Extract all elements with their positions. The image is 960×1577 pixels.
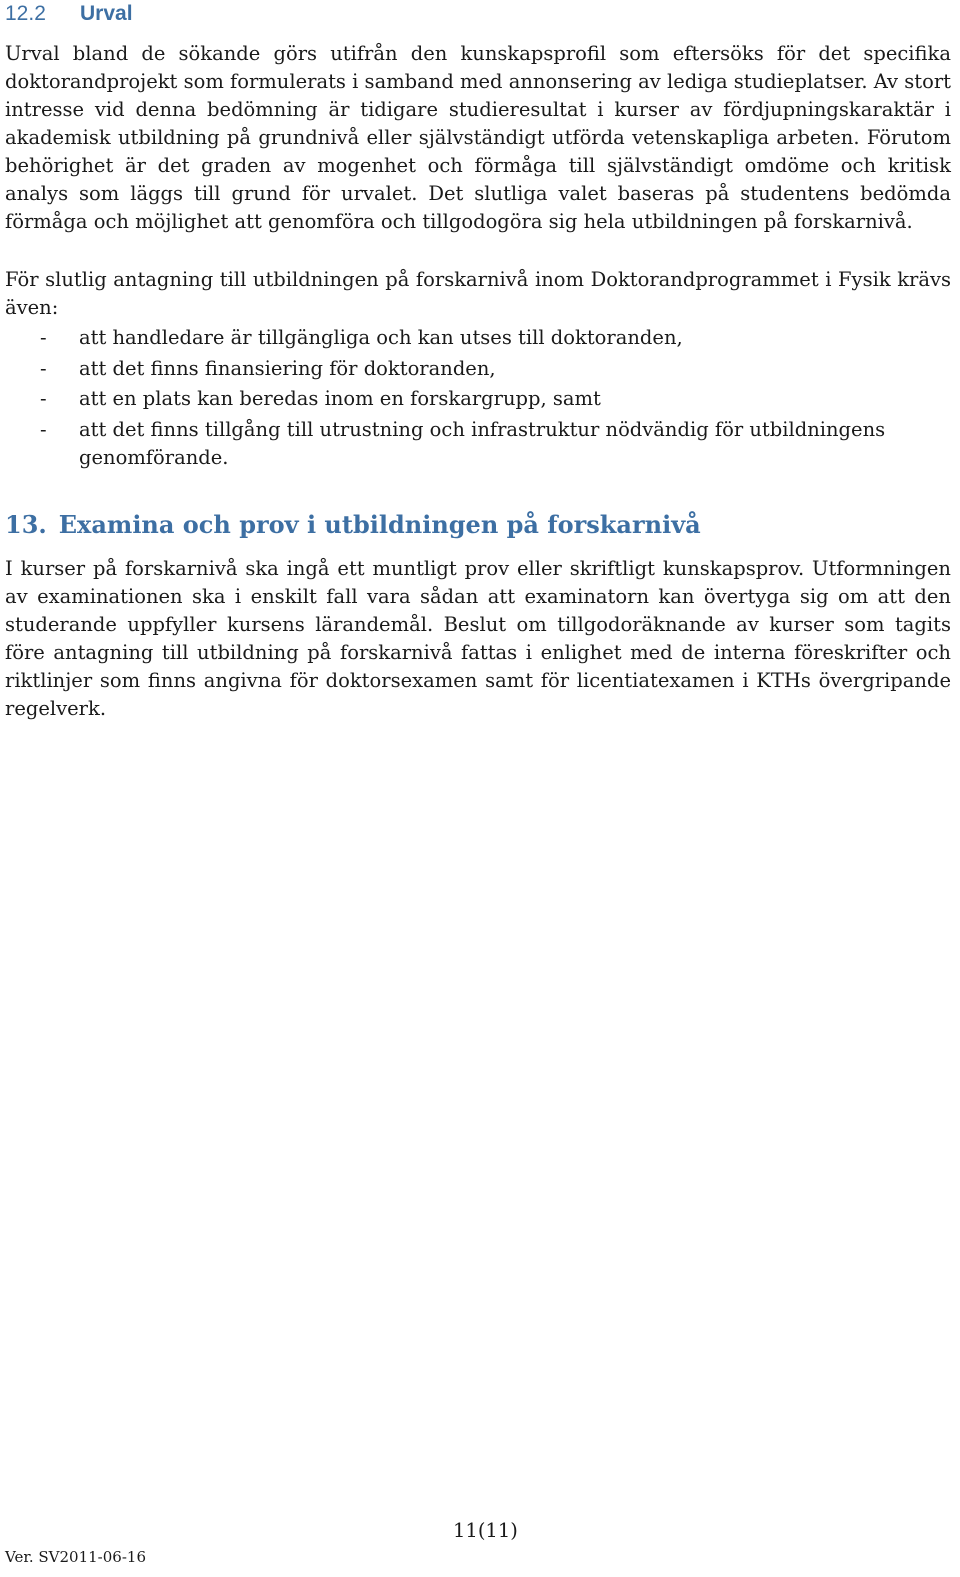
section-heading-12-2 [5, 2, 133, 26]
paragraph-admission: För slutlig antagning till utbildningen på forskarnivå inom Doktorandprogrammet i Fysik krävs även: [5, 268, 951, 319]
list-item [5, 355, 951, 383]
list-item-text: att handledare är tillgängliga och kan utses till doktoranden, [79, 326, 683, 349]
list-item [5, 385, 951, 413]
list-marker: - [40, 417, 47, 441]
list-marker: - [40, 387, 47, 410]
list-item-text: att det finns tillgång till utrustning och infrastruktur nödvändig för utbildningens genomförande. [79, 417, 886, 469]
paragraph-examination: I kurser på forskarnivå ska ingå ett muntligt prov eller skriftligt kunskapsprov. Utformningen av examinationen ska i enskilt fall vara sådan att examinatorn kan övertyga sig om att den studerande uppfyller kursens lärandemål. Beslut om tillgodoräknande av kurser som tagits före antagning till utbildning på forskarnivå fattas i enlighet med de interna föreskrifter och riktlinjer som finns angivna för doktorsexamen samt för licentiatexamen i KTHs övergripande regelverk. [5, 557, 951, 720]
section-number: 13. [5, 510, 47, 539]
list-marker: - [40, 356, 47, 380]
list-item-text: att det finns finansiering för doktoranden, [79, 356, 496, 380]
page-number: 11(11) [453, 1519, 518, 1542]
list-item-text: att en plats kan beredas inom en forskargrupp, samt [79, 387, 601, 410]
list-item [5, 416, 951, 472]
paragraph-selection: Urval bland de sökande görs utifrån den kunskapsprofil som eftersöks för det specifika doktorandprojekt som formulerats i samband med annonsering av lediga studieplatser. Av stort intresse vid denna bedömning är tidigare studieresultat i kurser av fördjupningskaraktär i akademisk utbildning på grundnivå eller självständigt utförda vetenskapliga arbeten. Förutom behörighet är det graden av mogenhet och förmåga till självständigt omdöme och kritisk analys som läggs till grund för urvalet. Det slutliga valet baseras på studentens bedömda förmåga och möjlighet att genomföra och tillgodogöra sig hela utbildningen på forskarnivå. [5, 42, 951, 233]
list-item [5, 324, 951, 352]
list-marker: - [40, 326, 47, 349]
section-title: Urval [80, 2, 133, 25]
section-number: 12.2 [5, 2, 46, 25]
requirements-list [5, 324, 951, 474]
version-label: Ver. SV2011-06-16 [5, 1548, 146, 1566]
section-heading-13 [5, 510, 701, 539]
section-title: Examina och prov i utbildningen på forskarnivå [58, 510, 701, 539]
